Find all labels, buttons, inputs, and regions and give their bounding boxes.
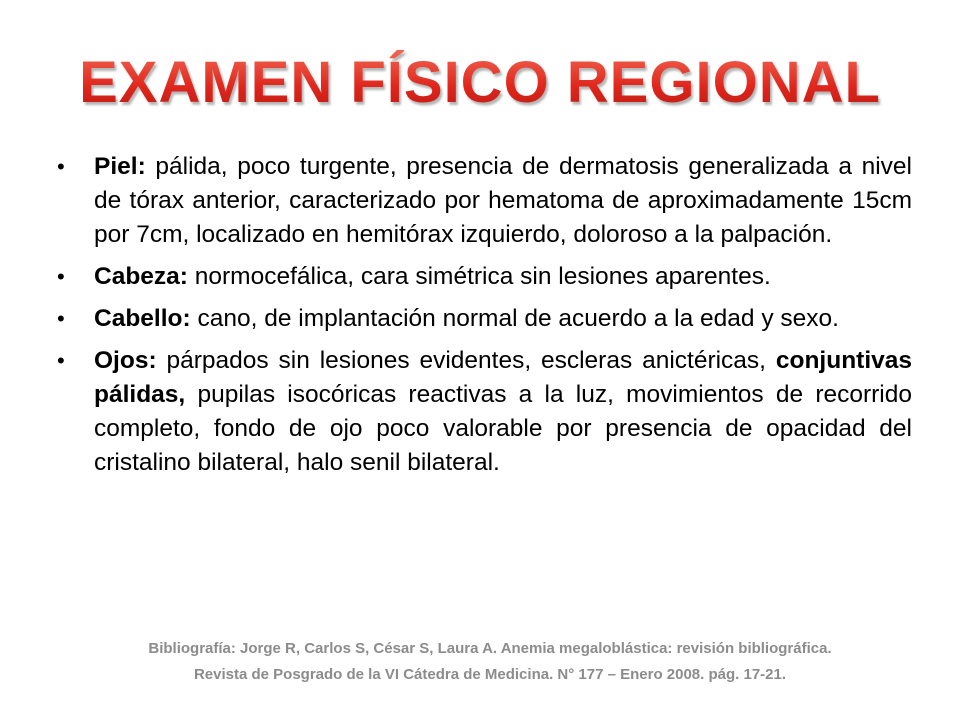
bullet-icon: • (57, 154, 65, 179)
bullet-icon: • (57, 306, 65, 331)
bullet-item-ojos (52, 344, 912, 480)
bibliography (60, 636, 920, 688)
bullet-text: párpados sin lesiones evidentes, escleras anictéricas, (156, 347, 776, 374)
slide-title: EXAMEN FÍSICO REGIONAL (0, 48, 960, 118)
bullet-item-cabello (52, 302, 912, 336)
bullet-list (52, 150, 912, 488)
bullet-text: cano, de implantación normal de acuerdo a la edad y sexo. (190, 305, 839, 332)
bullet-label: Cabeza: (94, 263, 188, 290)
bullet-label: Piel: (94, 153, 146, 180)
bullet-label: Cabello: (94, 305, 191, 332)
bullet-item-piel (52, 150, 912, 252)
bibliography-line-1: Bibliografía: Jorge R, Carlos S, César S, Laura A. Anemia megaloblástica: revisión bibliográfica. (148, 640, 832, 657)
bullet-label: Ojos: (94, 347, 157, 374)
bibliography-line-2: Revista de Posgrado de la VI Cátedra de Medicina. N° 177 – Enero 2008. pág. 17-21. (193, 666, 787, 683)
bullet-text: normocefálica, cara simétrica sin lesiones aparentes. (187, 263, 771, 290)
bullet-text: pálida, poco turgente, presencia de dermatosis generalizada a nivel de tórax anterior, caracterizado por hematoma de aproximadamente 15cm por 7cm, localizado en hemitórax izquierdo, doloroso a la palpación. (94, 153, 912, 248)
bullet-icon: • (57, 348, 65, 373)
bullet-item-cabeza (52, 260, 912, 294)
bullet-icon: • (57, 264, 65, 289)
bullet-text: pupilas isocóricas reactivas a la luz, movimientos de recorrido completo, fondo de ojo poco valorable por presencia de opacidad del cristalino bilateral, halo senil bilateral. (94, 381, 912, 476)
bullet-emphasis: conjuntivas pálidas, (94, 347, 912, 408)
